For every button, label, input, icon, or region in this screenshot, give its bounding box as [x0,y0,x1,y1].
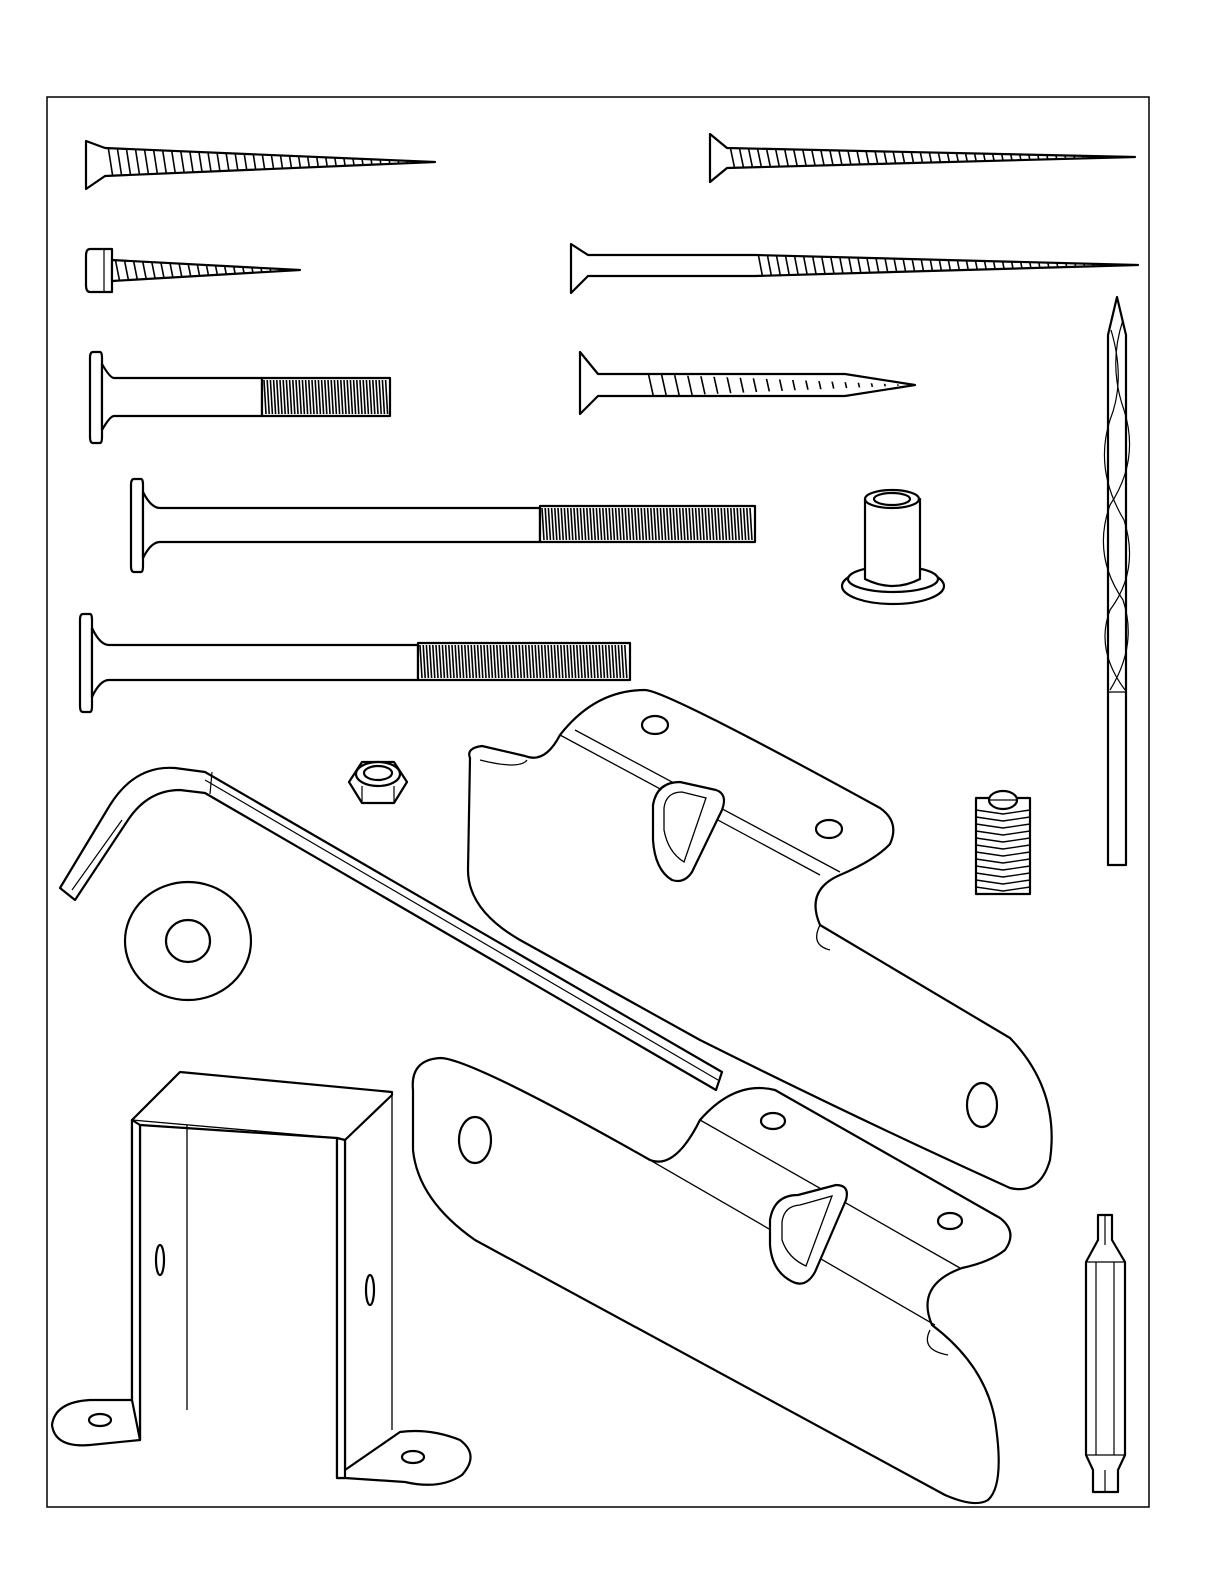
pan-head-screw [86,249,300,292]
threaded-wall-anchor [976,791,1030,894]
driver-bit [1086,1215,1125,1492]
joint-connector-bolt-short [90,352,390,443]
lock-nut [349,762,407,803]
joint-connector-bolt-long [131,479,755,572]
drill-bit [1103,297,1129,865]
u-bracket [52,1072,471,1485]
flat-washer [125,882,251,1000]
partial-thread-screw [571,244,1138,293]
joint-connector-bolt-medium [80,614,630,712]
barrel-nut-insert [842,490,944,604]
wood-screw-long-top-right [710,134,1135,182]
wood-screw-long-top-left [86,141,435,189]
self-tapping-anchor-screw [580,352,915,414]
